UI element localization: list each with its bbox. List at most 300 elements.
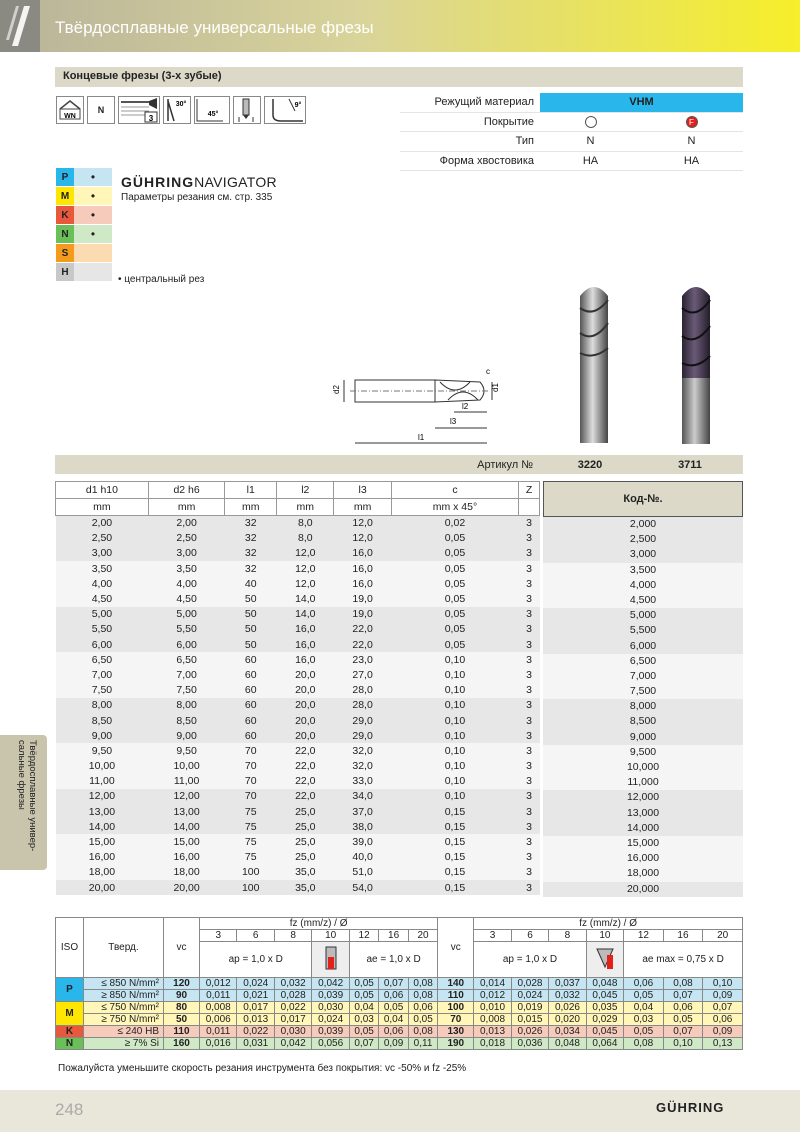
table-cell: 3 xyxy=(526,593,532,606)
table-cell: 3 xyxy=(526,820,532,833)
table-row xyxy=(56,728,540,743)
table-cell: 18,00 xyxy=(88,866,116,879)
cut-fz-cell: 0,024 xyxy=(237,978,274,990)
code-cell: 8,000 xyxy=(543,699,743,714)
cut-diam-cell: 20 xyxy=(408,930,437,942)
table-cell: 70 xyxy=(244,744,257,757)
cut-vc1-header: vc xyxy=(164,918,200,978)
table-cell: 20,0 xyxy=(295,729,316,742)
code-cell: 12,000 xyxy=(543,790,743,805)
table-cell: 7,50 xyxy=(176,684,197,697)
table-cell: 25,0 xyxy=(295,851,316,864)
table-cell: 3,50 xyxy=(91,562,113,575)
table-cell: 8,50 xyxy=(91,714,113,727)
cut-diam-cell: 10 xyxy=(312,930,349,942)
table-cell: 51,0 xyxy=(352,866,373,879)
table-cell: 3 xyxy=(526,851,532,864)
cut-fz-cell: 0,07 xyxy=(349,1038,378,1050)
cut-vc-cell: 160 xyxy=(164,1038,200,1050)
cut-fz-cell: 0,011 xyxy=(200,1026,237,1038)
cut-fz-cell: 0,030 xyxy=(312,1002,349,1014)
ap1-label: ap = 1,0 x D xyxy=(200,942,312,978)
table-cell: 11,00 xyxy=(89,775,115,788)
table-cell: 3 xyxy=(526,577,532,590)
cut-fz-cell: 0,008 xyxy=(200,1002,237,1014)
table-cell: 50 xyxy=(244,638,257,651)
table-cell: 10,00 xyxy=(88,760,116,773)
cut-fz-cell: 0,048 xyxy=(549,1038,586,1050)
cut-fz-cell: 0,048 xyxy=(586,978,623,990)
table-cell: 9,50 xyxy=(176,744,197,757)
table-cell: 14,00 xyxy=(88,820,116,833)
cut-hard-header: Тверд. xyxy=(84,918,164,978)
coating-row xyxy=(400,113,743,133)
cut-vc-cell: 50 xyxy=(164,1014,200,1026)
table-cell: 0,15 xyxy=(444,836,466,849)
table-cell: 29,0 xyxy=(352,714,373,727)
table-cell: 16,0 xyxy=(295,653,316,666)
code-cell: 4,000 xyxy=(543,578,743,593)
dim-header-cell: c xyxy=(391,482,518,499)
cut-hard-cell: ≥ 750 N/mm² xyxy=(84,1014,164,1026)
table-cell: 13,00 xyxy=(88,805,116,818)
cut-vc-cell: 90 xyxy=(164,990,200,1002)
cut-fz-cell: 0,09 xyxy=(379,1038,408,1050)
table-cell: 60 xyxy=(244,729,257,742)
n-type-icon xyxy=(87,96,115,124)
table-cell: 12,00 xyxy=(173,790,200,803)
table-cell: 32 xyxy=(244,532,257,545)
flutes-icon xyxy=(118,96,160,124)
tool-icons xyxy=(56,96,306,126)
cut-fz-cell: 0,026 xyxy=(549,1002,586,1014)
table-cell: 15,00 xyxy=(88,836,116,849)
table-cell: 16,0 xyxy=(352,562,373,575)
code-cell: 16,000 xyxy=(543,851,743,866)
table-row xyxy=(56,683,540,698)
table-cell: 5,00 xyxy=(176,608,197,621)
logo xyxy=(0,0,40,52)
cut-vc-cell: 110 xyxy=(438,990,474,1002)
cut-fz-cell: 0,09 xyxy=(703,990,743,1002)
table-row xyxy=(56,804,540,819)
iso-suitability-dot: • xyxy=(74,206,112,224)
cut-fz-cell: 0,05 xyxy=(663,1014,703,1026)
table-cell: 0,05 xyxy=(444,608,466,621)
cut-fz-cell: 0,03 xyxy=(624,1014,664,1026)
table-row xyxy=(56,622,540,637)
cut-fz-cell: 0,09 xyxy=(703,1026,743,1038)
table-cell: 16,0 xyxy=(352,547,373,560)
cut-fz-cell: 0,042 xyxy=(312,978,349,990)
coated-f-circle-icon: F xyxy=(686,116,698,128)
cut-fz-cell: 0,064 xyxy=(586,1038,623,1050)
table-cell: 25,0 xyxy=(295,820,316,833)
type-v2: N xyxy=(687,135,696,148)
table-cell: 0,10 xyxy=(444,714,466,727)
c-label: c xyxy=(486,367,490,376)
cut-fz-cell: 0,017 xyxy=(237,1002,274,1014)
cut-diam-cell: 8 xyxy=(274,930,311,942)
cut-fz-cell: 0,08 xyxy=(408,978,437,990)
cut-fz-cell: 0,035 xyxy=(586,1002,623,1014)
table-cell: 3,50 xyxy=(176,562,197,575)
table-cell: 3 xyxy=(526,623,532,636)
cut-iso-cell: M xyxy=(56,1002,84,1026)
table-cell: 0,02 xyxy=(444,517,466,530)
table-cell: 28,0 xyxy=(352,699,373,712)
code-cell: 14,000 xyxy=(543,821,743,836)
cut-fz-cell: 0,026 xyxy=(511,1026,548,1038)
cut-header-row xyxy=(56,918,743,930)
cut-iso-cell: N xyxy=(56,1038,84,1050)
table-row xyxy=(56,774,540,789)
code-column xyxy=(543,481,743,897)
cut-fz-cell: 0,030 xyxy=(274,1026,311,1038)
table-cell: 19,0 xyxy=(352,593,373,606)
table-cell: 22,0 xyxy=(295,775,316,788)
cut-fz-cell: 0,037 xyxy=(549,978,586,990)
table-cell: 75 xyxy=(244,836,257,849)
cut-fz-cell: 0,024 xyxy=(511,990,548,1002)
dimensions-header-row xyxy=(56,482,540,499)
cut-hard-cell: ≥ 7% Si xyxy=(84,1038,164,1050)
code-cell: 20,000 xyxy=(543,882,743,897)
table-cell: 70 xyxy=(244,790,257,803)
cut-fz-cell: 0,013 xyxy=(237,1014,274,1026)
table-cell: 3 xyxy=(526,547,532,560)
code-cell: 9,000 xyxy=(543,730,743,745)
material-row xyxy=(400,93,743,113)
article-label: Артикул № xyxy=(477,458,533,471)
cutting-note: Пожалуйста уменьшите скорость резания инструмента без покрытия: vc -50% и fz -25% xyxy=(58,1063,467,1074)
table-row xyxy=(56,834,540,849)
cut-vc-cell: 140 xyxy=(438,978,474,990)
cut-fz-cell: 0,036 xyxy=(511,1038,548,1050)
shank-label: Форма хвостовика xyxy=(439,154,534,167)
table-cell: 16,00 xyxy=(173,851,200,864)
table-cell: 0,10 xyxy=(444,684,466,697)
cut-fz-cell: 0,06 xyxy=(379,990,408,1002)
iso-letter: H xyxy=(56,263,74,281)
cut-fz-cell: 0,011 xyxy=(200,990,237,1002)
table-cell: 3 xyxy=(526,608,532,621)
svg-text:3: 3 xyxy=(148,114,154,123)
table-cell: 20,0 xyxy=(295,699,316,712)
table-cell: 14,00 xyxy=(173,820,200,833)
table-cell: 7,00 xyxy=(91,668,113,681)
cut-fz-cell: 0,045 xyxy=(586,990,623,1002)
table-row xyxy=(56,865,540,880)
table-cell: 9,50 xyxy=(91,744,113,757)
side-mill-icon xyxy=(586,942,623,978)
table-cell: 20,00 xyxy=(88,881,116,894)
table-cell: 0,10 xyxy=(444,744,466,757)
table-cell: 0,10 xyxy=(444,653,466,666)
shank-v1: HA xyxy=(582,154,599,167)
cut-fz-cell: 0,07 xyxy=(703,1002,743,1014)
cut-hard-cell: ≥ 850 N/mm² xyxy=(84,990,164,1002)
iso-row-s xyxy=(56,244,112,263)
iso-material-list xyxy=(56,168,112,282)
table-cell: 8,00 xyxy=(176,699,197,712)
cut-fz-cell: 0,032 xyxy=(549,990,586,1002)
table-cell: 25,0 xyxy=(295,836,316,849)
cut-diam-cell: 16 xyxy=(379,930,408,942)
iso-suitability-dot: • xyxy=(74,225,112,243)
cut-fz-cell: 0,032 xyxy=(274,978,311,990)
table-cell: 4,00 xyxy=(176,577,197,590)
cut-fz-cell: 0,03 xyxy=(349,1014,378,1026)
table-row xyxy=(56,637,540,652)
table-cell: 100 xyxy=(241,881,260,894)
cut-fz-cell: 0,05 xyxy=(349,1026,378,1038)
table-cell: 15,00 xyxy=(173,836,200,849)
iso-letter: N xyxy=(56,225,74,243)
cut-fz-cell: 0,016 xyxy=(200,1038,237,1050)
code-cell: 8,500 xyxy=(543,714,743,729)
table-cell: 3 xyxy=(526,699,532,712)
table-cell: 23,0 xyxy=(352,653,373,666)
side-chapter-tab[interactable] xyxy=(0,735,47,870)
table-cell: 60 xyxy=(244,653,257,666)
section-title: Концевые фрезы (3-х зубые) xyxy=(55,67,743,87)
table-cell: 0,10 xyxy=(444,775,466,788)
cut-fz-cell: 0,028 xyxy=(274,990,311,1002)
dim-header-cell: l3 xyxy=(334,482,391,499)
iso-letter: P xyxy=(56,168,74,186)
cut-fz-cell: 0,07 xyxy=(379,978,408,990)
cut-fz-cell: 0,08 xyxy=(624,1038,664,1050)
n-type-label: N xyxy=(97,105,105,115)
dim-header-cell: l2 xyxy=(277,482,334,499)
table-cell: 37,0 xyxy=(352,805,373,818)
table-cell: 29,0 xyxy=(352,729,373,742)
cut-vc-cell: 70 xyxy=(438,1014,474,1026)
table-cell: 50 xyxy=(244,593,257,606)
dim-header-cell: d2 h6 xyxy=(148,482,224,499)
table-cell: 3 xyxy=(526,866,532,879)
svg-text:45°: 45° xyxy=(207,111,219,118)
table-cell: 75 xyxy=(244,805,257,818)
code-cell: 5,500 xyxy=(543,623,743,638)
table-row xyxy=(56,561,540,576)
d1-label: d1 xyxy=(491,383,500,392)
wn-shank-icon xyxy=(56,96,84,124)
coating-label: Покрытие xyxy=(483,115,534,128)
cut-diam-cell: 6 xyxy=(511,930,548,942)
table-cell: 9,00 xyxy=(91,729,113,742)
cut-iso-cell: K xyxy=(56,1026,84,1038)
iso-suitability-dot: • xyxy=(74,168,112,186)
table-cell: 32 xyxy=(244,562,257,575)
table-cell: 0,10 xyxy=(444,729,466,742)
cut-fz-cell: 0,08 xyxy=(663,978,703,990)
cut-fz-cell: 0,08 xyxy=(408,990,437,1002)
table-cell: 16,0 xyxy=(295,638,316,651)
material-label: Режущий материал xyxy=(400,96,540,108)
cut-fz-cell: 0,04 xyxy=(624,1002,664,1014)
table-cell: 0,15 xyxy=(444,820,466,833)
table-cell: 60 xyxy=(244,699,257,712)
dimensions-units-row xyxy=(56,499,540,516)
table-cell: 12,0 xyxy=(352,517,373,530)
code-cell: 9,500 xyxy=(543,745,743,760)
table-cell: 8,50 xyxy=(176,714,197,727)
cut-vc-cell: 80 xyxy=(164,1002,200,1014)
cut-diam-cell: 16 xyxy=(663,930,703,942)
table-cell: 12,0 xyxy=(295,562,316,575)
cut-fz-cell: 0,06 xyxy=(624,978,664,990)
dim-unit-cell: mm x 45° xyxy=(391,499,518,516)
iso-letter: M xyxy=(56,187,74,205)
cut-fz-cell: 0,10 xyxy=(703,978,743,990)
table-cell: 75 xyxy=(244,820,257,833)
cut-fz-cell: 0,039 xyxy=(312,990,349,1002)
cut-vc-cell: 110 xyxy=(164,1026,200,1038)
cut-fz-cell: 0,012 xyxy=(200,978,237,990)
cut-fz-cell: 0,006 xyxy=(200,1014,237,1026)
l3-label: l3 xyxy=(450,417,457,426)
iso-row-n xyxy=(56,225,112,244)
table-cell: 6,50 xyxy=(91,653,113,666)
brand-logo: GÜHRING xyxy=(656,1100,725,1115)
cut-fz-cell: 0,034 xyxy=(549,1026,586,1038)
table-cell: 3 xyxy=(526,638,532,651)
code-cell: 11,000 xyxy=(543,775,743,790)
table-cell: 3 xyxy=(526,684,532,697)
ae1-label: ae = 1,0 x D xyxy=(349,942,437,978)
cut-fz-cell: 0,042 xyxy=(274,1038,311,1050)
table-cell: 6,00 xyxy=(91,638,113,651)
table-cell: 8,0 xyxy=(297,517,313,530)
cut-fz-cell: 0,05 xyxy=(349,990,378,1002)
cut-diam-cell: 10 xyxy=(586,930,623,942)
cut-fz-cell: 0,039 xyxy=(312,1026,349,1038)
dim-unit-cell: mm xyxy=(334,499,391,516)
table-cell: 40,0 xyxy=(352,851,373,864)
table-cell: 2,50 xyxy=(91,532,113,545)
table-row xyxy=(56,819,540,834)
dim-unit-cell: mm xyxy=(277,499,334,516)
cut-fz-cell: 0,020 xyxy=(549,1014,586,1026)
code-cell: 7,500 xyxy=(543,684,743,699)
table-row xyxy=(56,546,540,561)
svg-text:9°: 9° xyxy=(294,102,302,109)
cut-vc-cell: 100 xyxy=(438,1002,474,1014)
cut-fz-cell: 0,015 xyxy=(511,1014,548,1026)
cut-fz-cell: 0,11 xyxy=(408,1038,437,1050)
code-header: Код-№. xyxy=(543,481,743,517)
center-cut-icon xyxy=(233,96,261,124)
table-cell: 6,50 xyxy=(176,653,197,666)
table-cell: 3 xyxy=(526,805,532,818)
dimensions-table xyxy=(55,481,540,895)
table-cell: 0,05 xyxy=(444,562,466,575)
cut-diam-cell: 12 xyxy=(349,930,378,942)
svg-text:30°: 30° xyxy=(175,101,187,108)
table-cell: 35,0 xyxy=(295,881,316,894)
cut-fz-cell: 0,019 xyxy=(511,1002,548,1014)
cut-vc-cell: 130 xyxy=(438,1026,474,1038)
table-row xyxy=(56,516,540,531)
type-label: Тип xyxy=(515,135,534,148)
table-cell: 16,00 xyxy=(88,851,116,864)
table-row xyxy=(56,531,540,546)
angle-icon xyxy=(264,96,306,124)
chamfer-icon xyxy=(194,96,230,124)
table-cell: 11,00 xyxy=(173,775,200,788)
code-cell: 4,500 xyxy=(543,593,743,608)
table-cell: 34,0 xyxy=(352,790,373,803)
cut-vc2-header: vc xyxy=(438,918,474,978)
table-cell: 0,10 xyxy=(444,668,466,681)
table-cell: 50 xyxy=(244,623,257,636)
table-cell: 60 xyxy=(244,714,257,727)
table-cell: 22,0 xyxy=(352,638,373,651)
iso-row-k xyxy=(56,206,112,225)
table-cell: 0,05 xyxy=(444,638,466,651)
code-cell: 6,000 xyxy=(543,639,743,654)
cut-fz-cell: 0,07 xyxy=(663,1026,703,1038)
iso-row-m xyxy=(56,187,112,206)
side-tab-label: Твёрдосплавные универ-сальные фрезы xyxy=(16,740,38,852)
table-row xyxy=(56,759,540,774)
cut-fz-cell: 0,10 xyxy=(663,1038,703,1050)
table-cell: 13,00 xyxy=(173,805,200,818)
navigator-brand: GÜHRING xyxy=(121,174,195,190)
table-cell: 27,0 xyxy=(352,668,373,681)
cut-fz-cell: 0,028 xyxy=(511,978,548,990)
dim-unit-cell xyxy=(519,499,540,516)
table-cell: 0,10 xyxy=(444,790,466,803)
d2-label: d2 xyxy=(332,385,341,394)
ap2-label: ap = 1,0 x D xyxy=(474,942,586,978)
code-cell: 15,000 xyxy=(543,836,743,851)
cut-fz-cell: 0,022 xyxy=(274,1002,311,1014)
table-cell: 6,00 xyxy=(176,638,197,651)
cut-diam-cell: 12 xyxy=(624,930,664,942)
cut-fz-cell: 0,021 xyxy=(237,990,274,1002)
code-cell: 7,000 xyxy=(543,669,743,684)
table-cell: 3 xyxy=(526,532,532,545)
cut-row xyxy=(56,990,743,1002)
table-cell: 0,10 xyxy=(444,699,466,712)
table-cell: 22,0 xyxy=(352,623,373,636)
code-cell: 6,500 xyxy=(543,654,743,669)
table-cell: 7,00 xyxy=(176,668,197,681)
table-cell: 25,0 xyxy=(295,805,316,818)
iso-suitability-dot: • xyxy=(74,187,112,205)
iso-letter: S xyxy=(56,244,74,262)
cut-fz-cell: 0,017 xyxy=(274,1014,311,1026)
navigator-word: NAVIGATOR xyxy=(194,174,277,190)
table-cell: 100 xyxy=(241,866,260,879)
dim-unit-cell: mm xyxy=(148,499,224,516)
cut-row xyxy=(56,978,743,990)
dim-header-cell: Z xyxy=(519,482,540,499)
shank-v2: HA xyxy=(683,154,700,167)
dim-header-cell: l1 xyxy=(225,482,277,499)
table-cell: 0,15 xyxy=(444,851,466,864)
cut-vc-cell: 120 xyxy=(164,978,200,990)
cut-fz-cell: 0,014 xyxy=(474,978,511,990)
table-cell: 32,0 xyxy=(352,744,373,757)
table-cell: 50 xyxy=(244,608,257,621)
cut-fz-cell: 0,08 xyxy=(408,1026,437,1038)
table-cell: 33,0 xyxy=(352,775,373,788)
table-cell: 8,00 xyxy=(91,699,113,712)
